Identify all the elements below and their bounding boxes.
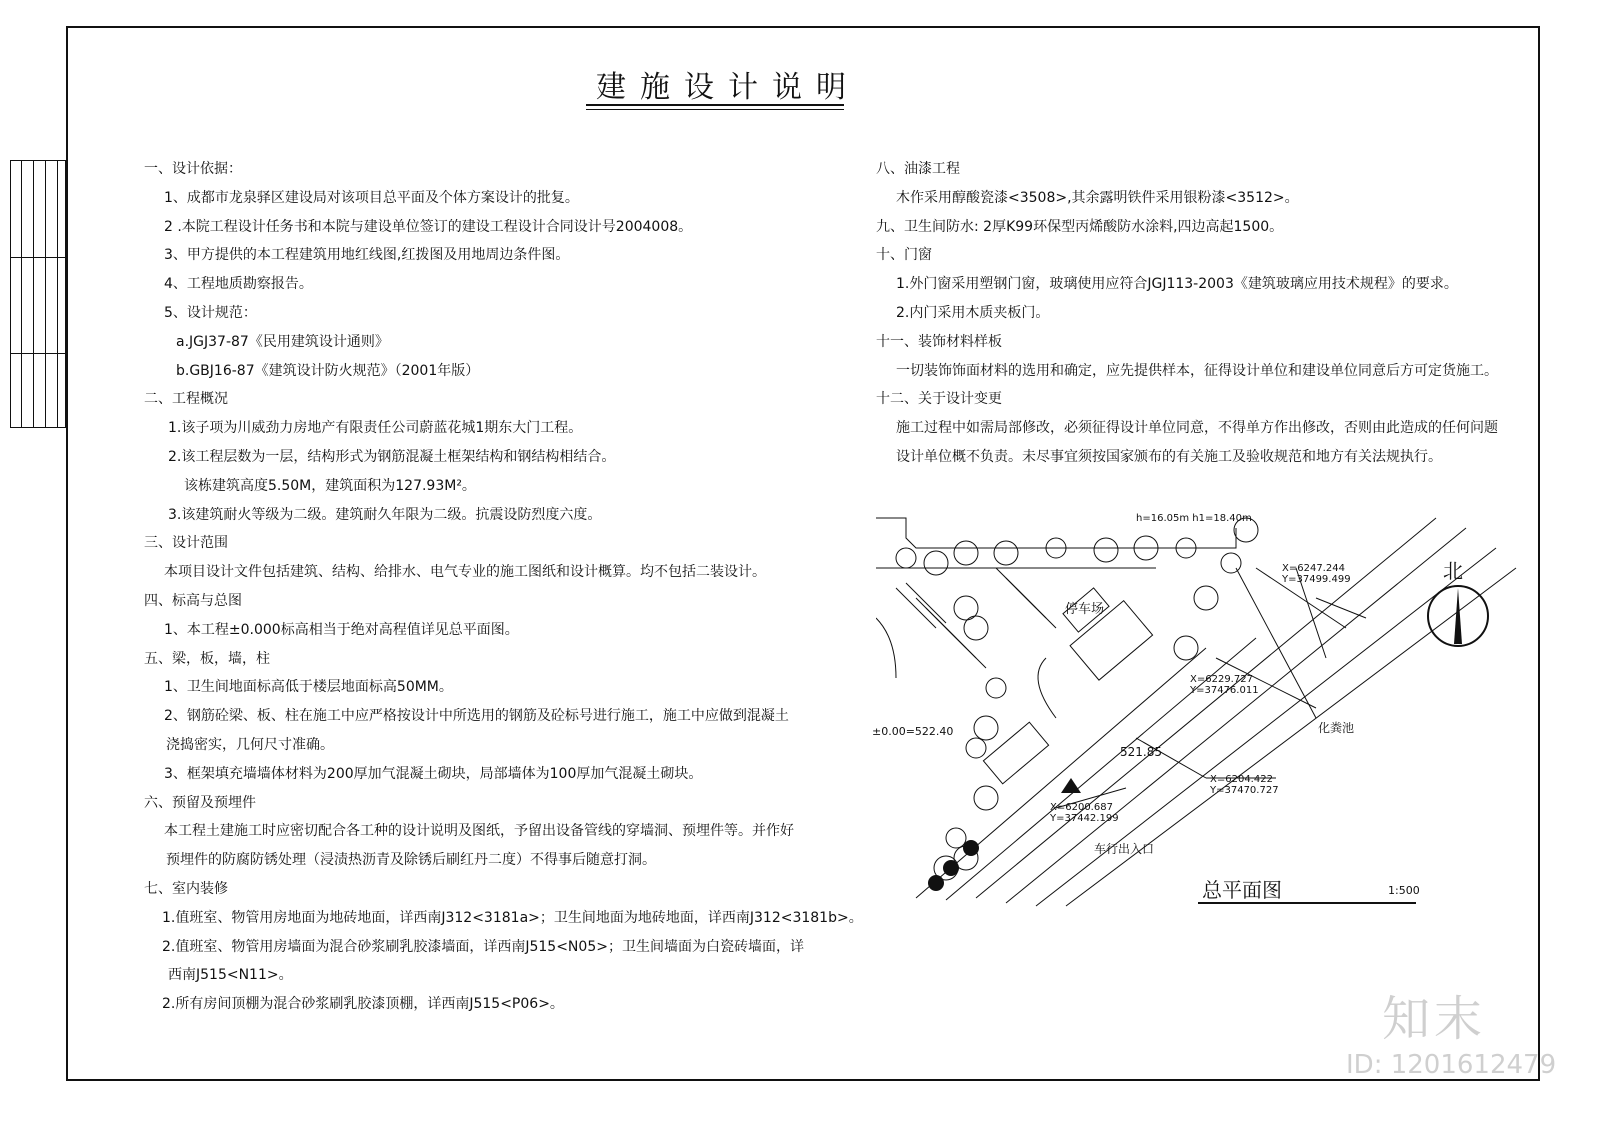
site-plan-title-underline: [1198, 902, 1416, 904]
note-line: 5、设计规范：: [164, 305, 257, 321]
site-plan-scale: 1:500: [1388, 884, 1420, 897]
vehicle-entrance-label: 车行出入口: [1094, 842, 1155, 856]
section-heading: 七、室内装修: [144, 881, 228, 897]
note-line: 浇捣密实，几何尺寸准确。: [166, 737, 334, 753]
coord-1-x: X=6247.244: [1282, 563, 1345, 574]
note-line: 1.外门窗采用塑钢门窗，玻璃使用应符合JGJ113-2003《建筑玻璃应用技术规程》的要求。: [896, 276, 1458, 293]
note-line: 一切装饰饰面材料的选用和确定，应先提供样本，征得设计单位和建设单位同意后方可定货施工。: [896, 362, 1498, 379]
note-line: 2.内门采用木质夹板门。: [896, 305, 1050, 321]
watermark-logo: 知末: [1382, 991, 1487, 1047]
elevation-label: 521.85: [1120, 745, 1162, 759]
title-underline: [586, 104, 844, 106]
note-line: 施工过程中如需局部修改，必须征得设计单位同意，不得单方作出修改，否则由此造成的任何问题: [896, 420, 1498, 437]
site-plan-title: 总平面图: [1202, 878, 1282, 902]
coord-1-y: Y=37499.499: [1282, 574, 1351, 585]
section-heading: 四、标高与总图: [144, 593, 242, 609]
page-title: 建施设计说明: [596, 70, 860, 105]
parking-label: 停车场: [1065, 602, 1105, 617]
note-line: 该栋建筑高度5.50M，建筑面积为127.93M²。: [184, 477, 476, 494]
site-plan-drawing: [876, 508, 1526, 908]
note-line: 3、甲方提供的本工程建筑用地红线图,红拨图及用地周边条件图。: [164, 247, 570, 264]
title-block-strip: [10, 160, 66, 428]
north-arrow-icon: [1426, 584, 1490, 648]
zero-elevation-label: ±0.00=522.40: [872, 725, 954, 738]
note-line: 本项目设计文件包括建筑、结构、给排水、电气专业的施工图纸和设计概算。均不包括二装设计。: [164, 564, 766, 581]
note-line: 2 .本院工程设计任务书和本院与建设单位签订的建设工程设计合同设计号2004008。: [164, 218, 693, 235]
coord-3-x: X=6204.422: [1210, 774, 1273, 785]
section-heading: 十、门窗: [876, 247, 932, 264]
coord-4-x: X=6200.687: [1050, 802, 1113, 813]
note-line: 设计单位概不负责。未尽事宜须按国家颁布的有关施工及验收规范和地方有关法规执行。: [896, 449, 1442, 465]
note-line: 1、成都市龙泉驿区建设局对该项目总平面及个体方案设计的批复。: [164, 189, 579, 206]
note-line: 2.值班室、物管用房墙面为混合砂浆刷乳胶漆墙面，详西南J515<N05>；卫生间墙面为白瓷砖墙面，详: [162, 938, 804, 955]
watermark-id: ID: 1201612479: [1346, 1050, 1557, 1080]
note-line: 2.该工程层数为一层，结构形式为钢筋混凝土框架结构和钢结构相结合。: [168, 449, 616, 465]
note-line: 1.该子项为川威劲力房地产有限责任公司蔚蓝花城1期东大门工程。: [168, 420, 583, 437]
section-heading: 六、预留及预埋件: [144, 794, 256, 811]
note-line: 3、框架填充墙墙体材料为200厚加气混凝土砌块，局部墙体为100厚加气混凝土砌块。: [164, 765, 703, 782]
coord-2-y: Y=37476.011: [1190, 685, 1259, 696]
section-heading: 三、设计范围: [144, 535, 228, 552]
north-label: 北: [1443, 559, 1463, 583]
height-note: h=16.05m h1=18.40m: [1136, 513, 1252, 524]
note-line: 3.该建筑耐火等级为二级。建筑耐久年限为二级。抗震设防烈度六度。: [168, 506, 602, 523]
coord-3-y: Y=37470.727: [1210, 785, 1279, 796]
note-line: 木作采用醇酸瓷漆<3508>,其余露明铁件采用银粉漆<3512>。: [896, 189, 1299, 206]
section-heading: 八、油漆工程: [876, 161, 960, 177]
coord-2-x: X=6229.727: [1190, 674, 1253, 685]
note-line: 4、工程地质勘察报告。: [164, 276, 313, 293]
coord-4-y: Y=37442.199: [1050, 813, 1119, 824]
section-heading: 五、梁，板，墙，柱: [144, 650, 270, 667]
note-line: 西南J515<N11>。: [168, 967, 293, 984]
note-line: 2、钢筋砼梁、板、柱在施工中应严格按设计中所选用的钢筋及砼标号进行施工，施工中应做到混凝土: [164, 708, 789, 725]
section-heading: 二、工程概况: [144, 391, 228, 408]
section-heading: 九、卫生间防水: 2厚K99环保型丙烯酸防水涂料,四边高起1500。: [876, 218, 1284, 235]
title-underline-thin: [586, 109, 844, 110]
note-line: 预埋件的防腐防锈处理（浸渍热沥青及除锈后刷红丹二度）不得事后随意打洞。: [166, 852, 656, 869]
note-line: 本工程土建施工时应密切配合各工种的设计说明及图纸，予留出设备管线的穿墙洞、预埋件等。并作好: [164, 823, 794, 840]
note-line: 1、卫生间地面标高低于楼层地面标高50MM。: [164, 679, 453, 696]
section-heading: 十一、装饰材料样板: [876, 333, 1002, 350]
note-line: 2.所有房间顶棚为混合砂浆刷乳胶漆顶棚，详西南J515<P06>。: [162, 996, 564, 1013]
section-heading: 一、设计依据：: [144, 161, 242, 177]
note-line: 1、本工程±0.000标高相当于绝对高程值详见总平面图。: [164, 621, 519, 638]
section-heading: 十二、关于设计变更: [876, 391, 1002, 408]
note-line: a.JGJ37-87《民用建筑设计通则》: [176, 333, 389, 350]
note-line: 1.值班室、物管用房地面为地砖地面，详西南J312<3181a>；卫生间地面为地砖地面，详西南J312<3181b>。: [162, 909, 863, 926]
note-line: b.GBJ16-87《建筑设计防火规范》（2001年版）: [176, 362, 480, 379]
septic-tank-label: 化粪池: [1318, 721, 1355, 735]
